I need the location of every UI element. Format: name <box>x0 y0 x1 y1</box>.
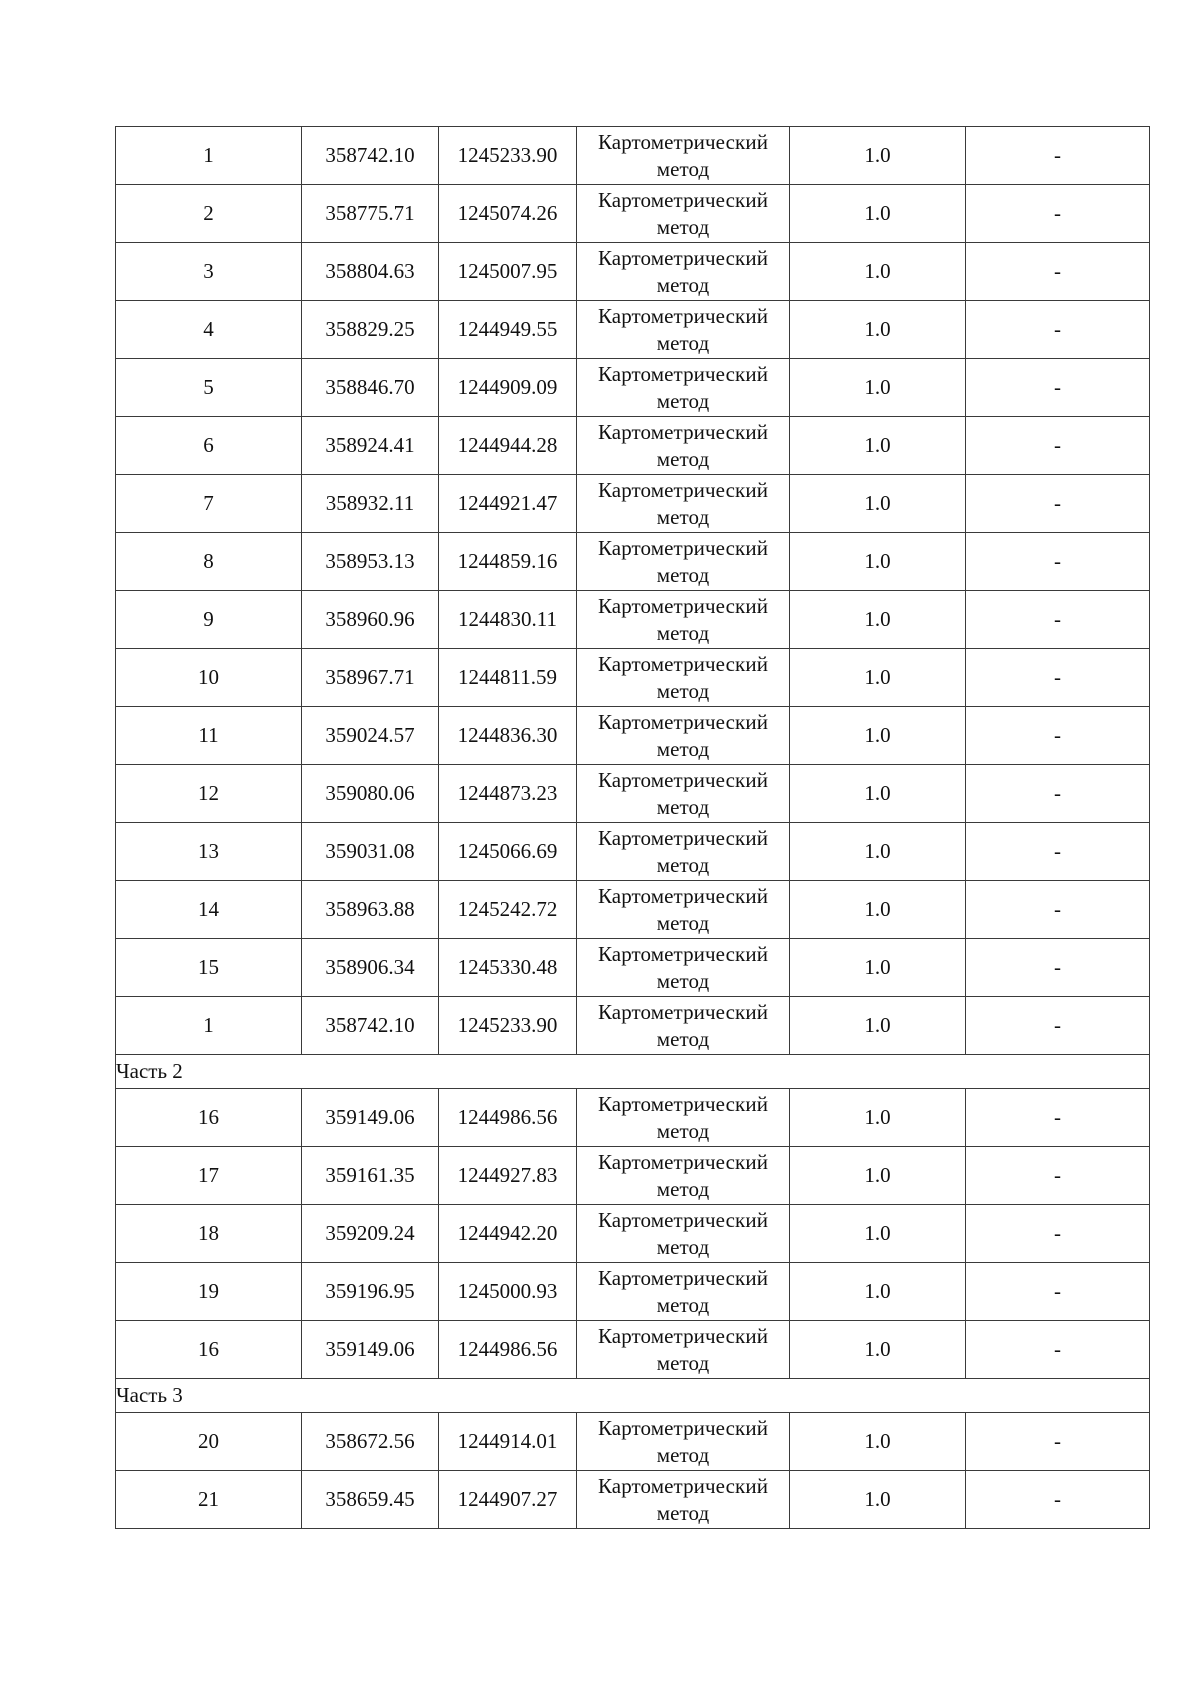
point-number: 20 <box>116 1413 302 1471</box>
coordinate-y: 1244914.01 <box>439 1413 577 1471</box>
coordinate-x: 358932.11 <box>302 475 439 533</box>
coordinate-y: 1244942.20 <box>439 1205 577 1263</box>
note-value: - <box>966 591 1150 649</box>
point-number: 4 <box>116 301 302 359</box>
coordinate-y: 1244986.56 <box>439 1089 577 1147</box>
coordinate-x: 358775.71 <box>302 185 439 243</box>
part-3-label: Часть 3 <box>116 1379 1150 1413</box>
table-row <box>116 1205 1150 1263</box>
determination-method: Картометрический метод <box>577 301 790 359</box>
coordinates-table <box>115 126 1150 1529</box>
table-row <box>116 1147 1150 1205</box>
coordinate-x: 359209.24 <box>302 1205 439 1263</box>
table-row <box>116 417 1150 475</box>
note-value: - <box>966 533 1150 591</box>
point-number: 16 <box>116 1089 302 1147</box>
note-value: - <box>966 1471 1150 1529</box>
coordinate-x: 358960.96 <box>302 591 439 649</box>
part-header-row <box>116 1379 1150 1413</box>
coordinate-x: 359196.95 <box>302 1263 439 1321</box>
point-number: 1 <box>116 127 302 185</box>
coordinate-y: 1244944.28 <box>439 417 577 475</box>
coordinate-y: 1244921.47 <box>439 475 577 533</box>
table-row <box>116 475 1150 533</box>
determination-method: Картометрический метод <box>577 417 790 475</box>
determination-method: Картометрический метод <box>577 1147 790 1205</box>
note-value: - <box>966 1147 1150 1205</box>
coordinate-y: 1244986.56 <box>439 1321 577 1379</box>
table-row <box>116 939 1150 997</box>
coordinate-x: 358846.70 <box>302 359 439 417</box>
accuracy-value: 1.0 <box>790 1205 966 1263</box>
determination-method: Картометрический метод <box>577 649 790 707</box>
note-value: - <box>966 417 1150 475</box>
coordinate-y: 1245242.72 <box>439 881 577 939</box>
coordinate-x: 359031.08 <box>302 823 439 881</box>
coordinate-x: 358742.10 <box>302 997 439 1055</box>
point-number: 2 <box>116 185 302 243</box>
part-2-label: Часть 2 <box>116 1055 1150 1089</box>
coordinate-y: 1244927.83 <box>439 1147 577 1205</box>
coordinate-x: 358659.45 <box>302 1471 439 1529</box>
table-row <box>116 1089 1150 1147</box>
note-value: - <box>966 823 1150 881</box>
note-value: - <box>966 939 1150 997</box>
note-value: - <box>966 881 1150 939</box>
coordinate-x: 358953.13 <box>302 533 439 591</box>
note-value: - <box>966 649 1150 707</box>
accuracy-value: 1.0 <box>790 301 966 359</box>
accuracy-value: 1.0 <box>790 649 966 707</box>
determination-method: Картометрический метод <box>577 707 790 765</box>
coordinate-y: 1245007.95 <box>439 243 577 301</box>
coordinate-x: 358829.25 <box>302 301 439 359</box>
point-number: 21 <box>116 1471 302 1529</box>
coordinate-y: 1244907.27 <box>439 1471 577 1529</box>
determination-method: Картометрический метод <box>577 765 790 823</box>
point-number: 13 <box>116 823 302 881</box>
accuracy-value: 1.0 <box>790 243 966 301</box>
coordinate-y: 1245000.93 <box>439 1263 577 1321</box>
determination-method: Картометрический метод <box>577 1413 790 1471</box>
table-row <box>116 765 1150 823</box>
determination-method: Картометрический метод <box>577 243 790 301</box>
accuracy-value: 1.0 <box>790 1471 966 1529</box>
determination-method: Картометрический метод <box>577 1205 790 1263</box>
determination-method: Картометрический метод <box>577 823 790 881</box>
determination-method: Картометрический метод <box>577 881 790 939</box>
point-number: 7 <box>116 475 302 533</box>
table-row <box>116 997 1150 1055</box>
coordinate-y: 1245066.69 <box>439 823 577 881</box>
note-value: - <box>966 1263 1150 1321</box>
table-row <box>116 127 1150 185</box>
determination-method: Картометрический метод <box>577 591 790 649</box>
note-value: - <box>966 301 1150 359</box>
table-row <box>116 823 1150 881</box>
determination-method: Картометрический метод <box>577 533 790 591</box>
point-number: 5 <box>116 359 302 417</box>
accuracy-value: 1.0 <box>790 997 966 1055</box>
point-number: 9 <box>116 591 302 649</box>
coordinate-y: 1245330.48 <box>439 939 577 997</box>
coordinate-y: 1244873.23 <box>439 765 577 823</box>
determination-method: Картометрический метод <box>577 1263 790 1321</box>
point-number: 19 <box>116 1263 302 1321</box>
accuracy-value: 1.0 <box>790 939 966 997</box>
coordinate-x: 358963.88 <box>302 881 439 939</box>
note-value: - <box>966 243 1150 301</box>
coordinate-x: 358804.63 <box>302 243 439 301</box>
accuracy-value: 1.0 <box>790 591 966 649</box>
coordinate-x: 358906.34 <box>302 939 439 997</box>
point-number: 14 <box>116 881 302 939</box>
table-row <box>116 533 1150 591</box>
accuracy-value: 1.0 <box>790 1321 966 1379</box>
determination-method: Картометрический метод <box>577 939 790 997</box>
table-row <box>116 1321 1150 1379</box>
table-row <box>116 649 1150 707</box>
table-row <box>116 1263 1150 1321</box>
point-number: 17 <box>116 1147 302 1205</box>
note-value: - <box>966 127 1150 185</box>
table-row <box>116 881 1150 939</box>
coordinate-x: 359024.57 <box>302 707 439 765</box>
accuracy-value: 1.0 <box>790 707 966 765</box>
table-row <box>116 185 1150 243</box>
determination-method: Картометрический метод <box>577 359 790 417</box>
table-row <box>116 301 1150 359</box>
table-row <box>116 1471 1150 1529</box>
accuracy-value: 1.0 <box>790 359 966 417</box>
coordinate-y: 1244836.30 <box>439 707 577 765</box>
determination-method: Картометрический метод <box>577 475 790 533</box>
coordinate-y: 1245074.26 <box>439 185 577 243</box>
point-number: 16 <box>116 1321 302 1379</box>
table-row <box>116 1413 1150 1471</box>
accuracy-value: 1.0 <box>790 475 966 533</box>
coordinate-y: 1244909.09 <box>439 359 577 417</box>
accuracy-value: 1.0 <box>790 765 966 823</box>
point-number: 3 <box>116 243 302 301</box>
coordinate-x: 358967.71 <box>302 649 439 707</box>
accuracy-value: 1.0 <box>790 127 966 185</box>
determination-method: Картометрический метод <box>577 185 790 243</box>
part-header-row <box>116 1055 1150 1089</box>
note-value: - <box>966 475 1150 533</box>
accuracy-value: 1.0 <box>790 881 966 939</box>
point-number: 1 <box>116 997 302 1055</box>
determination-method: Картометрический метод <box>577 1321 790 1379</box>
determination-method: Картометрический метод <box>577 1089 790 1147</box>
accuracy-value: 1.0 <box>790 823 966 881</box>
table-row <box>116 243 1150 301</box>
accuracy-value: 1.0 <box>790 185 966 243</box>
coordinate-y: 1244859.16 <box>439 533 577 591</box>
coordinate-x: 358742.10 <box>302 127 439 185</box>
note-value: - <box>966 185 1150 243</box>
coordinate-y: 1244811.59 <box>439 649 577 707</box>
point-number: 15 <box>116 939 302 997</box>
coordinate-y: 1244830.11 <box>439 591 577 649</box>
coordinate-y: 1245233.90 <box>439 997 577 1055</box>
point-number: 6 <box>116 417 302 475</box>
point-number: 18 <box>116 1205 302 1263</box>
determination-method: Картометрический метод <box>577 127 790 185</box>
note-value: - <box>966 765 1150 823</box>
table-row <box>116 359 1150 417</box>
note-value: - <box>966 1321 1150 1379</box>
point-number: 12 <box>116 765 302 823</box>
table-row <box>116 591 1150 649</box>
accuracy-value: 1.0 <box>790 417 966 475</box>
accuracy-value: 1.0 <box>790 1413 966 1471</box>
coordinate-x: 359149.06 <box>302 1321 439 1379</box>
coordinate-y: 1244949.55 <box>439 301 577 359</box>
coordinate-x: 358924.41 <box>302 417 439 475</box>
coordinate-x: 359149.06 <box>302 1089 439 1147</box>
coordinate-x: 359161.35 <box>302 1147 439 1205</box>
note-value: - <box>966 997 1150 1055</box>
accuracy-value: 1.0 <box>790 1089 966 1147</box>
note-value: - <box>966 1205 1150 1263</box>
coordinate-x: 358672.56 <box>302 1413 439 1471</box>
note-value: - <box>966 359 1150 417</box>
determination-method: Картометрический метод <box>577 1471 790 1529</box>
note-value: - <box>966 1089 1150 1147</box>
accuracy-value: 1.0 <box>790 533 966 591</box>
point-number: 11 <box>116 707 302 765</box>
determination-method: Картометрический метод <box>577 997 790 1055</box>
coordinate-x: 359080.06 <box>302 765 439 823</box>
accuracy-value: 1.0 <box>790 1147 966 1205</box>
accuracy-value: 1.0 <box>790 1263 966 1321</box>
note-value: - <box>966 1413 1150 1471</box>
point-number: 8 <box>116 533 302 591</box>
note-value: - <box>966 707 1150 765</box>
point-number: 10 <box>116 649 302 707</box>
coordinate-y: 1245233.90 <box>439 127 577 185</box>
table-row <box>116 707 1150 765</box>
